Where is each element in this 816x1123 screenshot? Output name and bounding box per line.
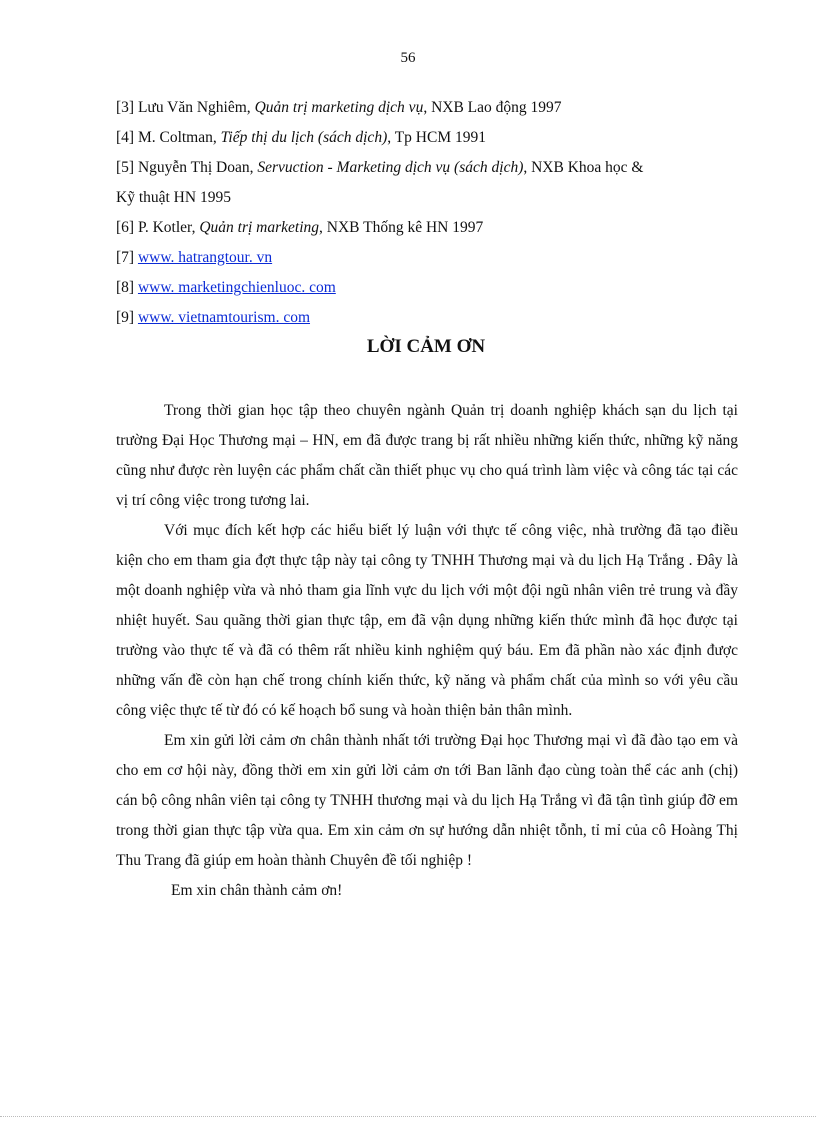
reference-number: [7] xyxy=(116,249,135,266)
reference-list xyxy=(116,93,726,333)
reference-publisher: , Tp HCM 1991 xyxy=(387,129,486,146)
reference-publisher: , NXB Khoa học & xyxy=(523,159,644,176)
reference-link-marketingchienluoc[interactable]: www. marketingchienluoc. com xyxy=(137,279,336,296)
reference-title: Servuction - Marketing dịch vụ (sách dịch) xyxy=(257,159,524,176)
reference-publisher: , NXB Thống kê HN 1997 xyxy=(319,219,484,236)
reference-link-vietnamtourism[interactable]: www. vietnamtourism. com xyxy=(137,309,311,326)
paragraph: Với mục đích kết hợp các hiểu biết lý luận với thực tế công việc, nhà trường đã tạo điều kiện cho em tham gia đợt thực tập này tại công ty TNHH Thương mại và du lịch Hạ Trắng . Đây là một doanh nghiệp vừa và nhỏ tham gia lĩnh vực du lịch với một đội ngũ nhân viên trẻ trung và đầy nhiệt huyết. Sau quãng thời gian thực tập, em đã vận dụng những kiến thức mình đã học được tại trường vào thực tế và đã có thêm rất nhiều kinh nghiệm quý báu. Em đã phần nào xác định được những vấn đề còn hạn chế trong chính kiến thức, kỹ năng và phẩm chất của mình so với yêu cầu công việc thực tế từ đó có kế hoạch bổ sung và hoàn thiện bản thân mình. xyxy=(116,522,738,719)
reference-title: Quản trị marketing xyxy=(199,219,320,236)
reference-title: Tiếp thị du lịch (sách dịch) xyxy=(220,129,388,146)
reference-title: Quản trị marketing dịch vụ xyxy=(254,99,424,116)
reference-item xyxy=(116,273,726,303)
reference-author: M. Coltman, xyxy=(137,129,221,146)
reference-number: [5] xyxy=(116,159,135,176)
reference-number: [8] xyxy=(116,279,135,296)
page-bottom-divider xyxy=(0,1116,816,1117)
paragraph: Em xin gửi lời cảm ơn chân thành nhất tới trường Đại học Thương mại vì đã đào tạo em và cho em cơ hội này, đồng thời em xin gửi lời cảm ơn tới Ban lãnh đạo cùng toàn thể các anh (chị) cán bộ công nhân viên tại công ty TNHH thương mại và du lịch Hạ Trắng vì đã tận tình giúp đỡ em trong thời gian thực tập vừa qua. Em xin cảm ơn sự hướng dẫn nhiệt tỗnh, tỉ mỉ của cô Hoàng Thị Thu Trang đã giúp em hoàn thành Chuyên đề tối nghiệp ! xyxy=(116,732,738,869)
reference-item xyxy=(116,243,726,273)
reference-publisher: , NXB Lao động 1997 xyxy=(423,99,562,116)
reference-number: [9] xyxy=(116,309,135,326)
reference-number: [3] xyxy=(116,99,135,116)
reference-item xyxy=(116,123,726,153)
reference-item xyxy=(116,213,726,243)
reference-author: Lưu Văn Nghiêm, xyxy=(137,99,255,116)
reference-author: P. Kotler, xyxy=(137,219,200,236)
section-heading: LỜI CẢM ƠN xyxy=(366,336,486,357)
reference-continuation: Kỹ thuật HN 1995 xyxy=(116,189,231,206)
reference-item xyxy=(116,93,726,123)
reference-number: [4] xyxy=(116,129,135,146)
acknowledgement-body xyxy=(116,396,738,906)
reference-author: Nguyễn Thị Doan, xyxy=(137,159,258,176)
page-number: 56 xyxy=(400,50,416,66)
reference-link-hatrangtour[interactable]: www. hatrangtour. vn xyxy=(137,249,273,266)
reference-item xyxy=(116,153,726,183)
reference-item xyxy=(116,303,726,333)
paragraph: Trong thời gian học tập theo chuyên ngành Quản trị doanh nghiệp khách sạn du lịch tại trường Đại Học Thương mại – HN, em đã được trang bị rất nhiều những kiến thức, những kỹ năng cũng như được rèn luyện các phẩm chất cần thiết phục vụ cho quá trình làm việc và công tác tại các vị trí công việc trong tương lai. xyxy=(116,402,738,509)
reference-number: [6] xyxy=(116,219,135,236)
closing-line: Em xin chân thành cảm ơn! xyxy=(171,882,343,899)
